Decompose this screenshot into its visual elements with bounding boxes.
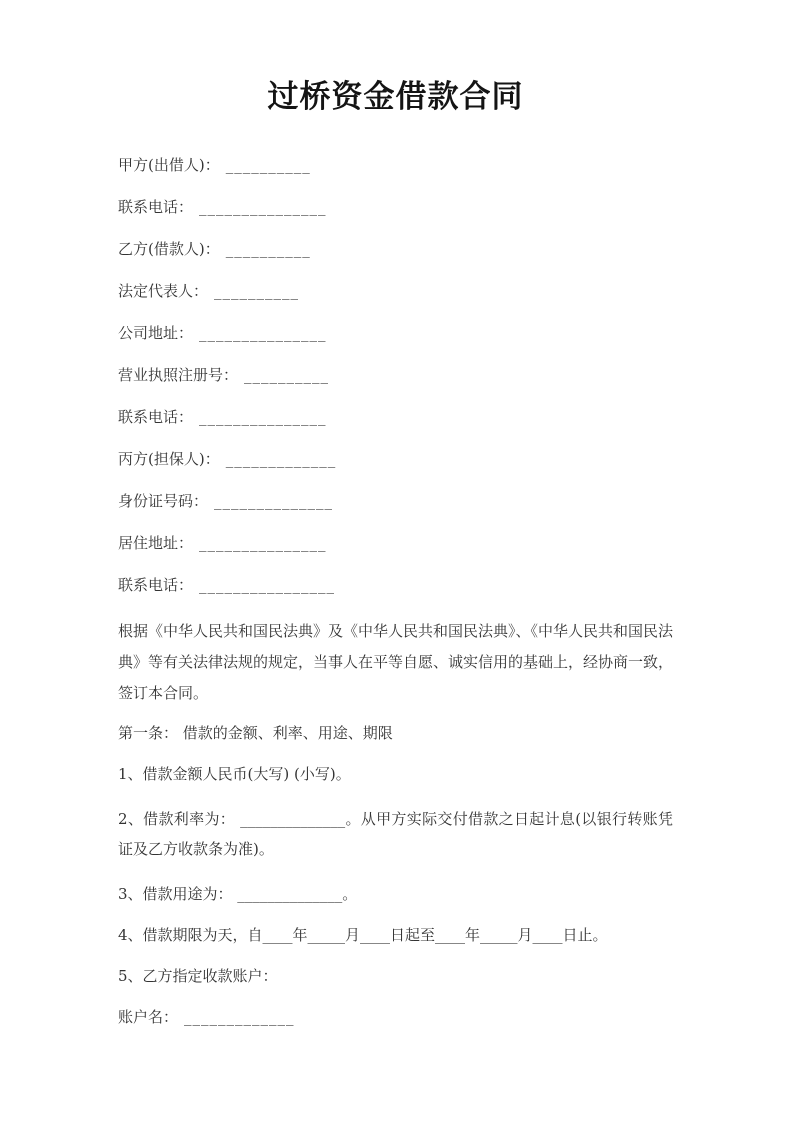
field-blank: __________ [214, 282, 300, 300]
field-label: 乙方(借款人)： [118, 240, 220, 258]
field-line-business-license-no [118, 364, 673, 386]
field-label: 联系电话： [118, 576, 194, 594]
field-blank: _______________ [199, 324, 327, 342]
field-line-residence-address [118, 532, 673, 554]
field-label: 甲方(出借人)： [118, 156, 220, 174]
article1-heading: 第一条： 借款的金额、利率、用途、期限 [118, 724, 393, 742]
article1-item-5: 5、乙方指定收款账户： [118, 967, 278, 985]
field-blank: __________ [244, 366, 330, 384]
document-title: 过桥资金借款合同 [267, 79, 524, 115]
field-blank: __________ [225, 156, 311, 174]
field-line-id-number [118, 490, 673, 512]
field-label: 丙方(担保人)： [118, 450, 220, 468]
field-line-phone-c [118, 574, 673, 596]
field-line-party-b [118, 238, 673, 260]
field-blank: _______________ [199, 408, 327, 426]
field-label: 联系电话： [118, 408, 194, 426]
field-blank: _____________ [184, 1008, 295, 1026]
field-line-party-c-guarantor [118, 448, 673, 470]
field-blank: ________________ [199, 576, 336, 594]
field-line-account-name [118, 1006, 673, 1028]
field-label: 法定代表人： [118, 282, 209, 300]
field-line-phone-b [118, 406, 673, 428]
field-line-party-a [118, 154, 673, 176]
field-line-phone-a [118, 196, 673, 218]
field-label: 公司地址： [118, 324, 194, 342]
field-line-legal-representative [118, 280, 673, 302]
field-blank: _______________ [199, 534, 327, 552]
preamble-paragraph: 根据《中华人民共和国民法典》及《中华人民共和国民法典》、《中华人民共和国民法典》等有关法律法规的规定，当事人在平等自愿、诚实信用的基础上，经协商一致，签订本合同。 [118, 622, 674, 702]
field-label: 账户名： [118, 1008, 179, 1026]
article1-item-1: 1、借款金额人民币(大写) (小写)。 [118, 765, 351, 783]
field-label: 身份证号码： [118, 492, 209, 510]
article1-item-4: 4、借款期限为天，自____年_____月____日起至____年_____月____日止。 [118, 926, 608, 944]
field-blank: ______________ [214, 492, 334, 510]
field-blank: __________ [225, 240, 311, 258]
article1-item-2: 2、借款利率为： ______________。从甲方实际交付借款之日起计息(以银行转账凭证及乙方收款条为准)。 [118, 810, 673, 858]
field-blank: _______________ [199, 198, 327, 216]
field-line-company-address [118, 322, 673, 344]
field-label: 居住地址： [118, 534, 194, 552]
field-label: 联系电话： [118, 198, 194, 216]
article1-item-3: 3、借款用途为： ______________。 [118, 885, 358, 903]
field-label: 营业执照注册号： [118, 366, 239, 384]
field-blank: _____________ [225, 450, 337, 468]
